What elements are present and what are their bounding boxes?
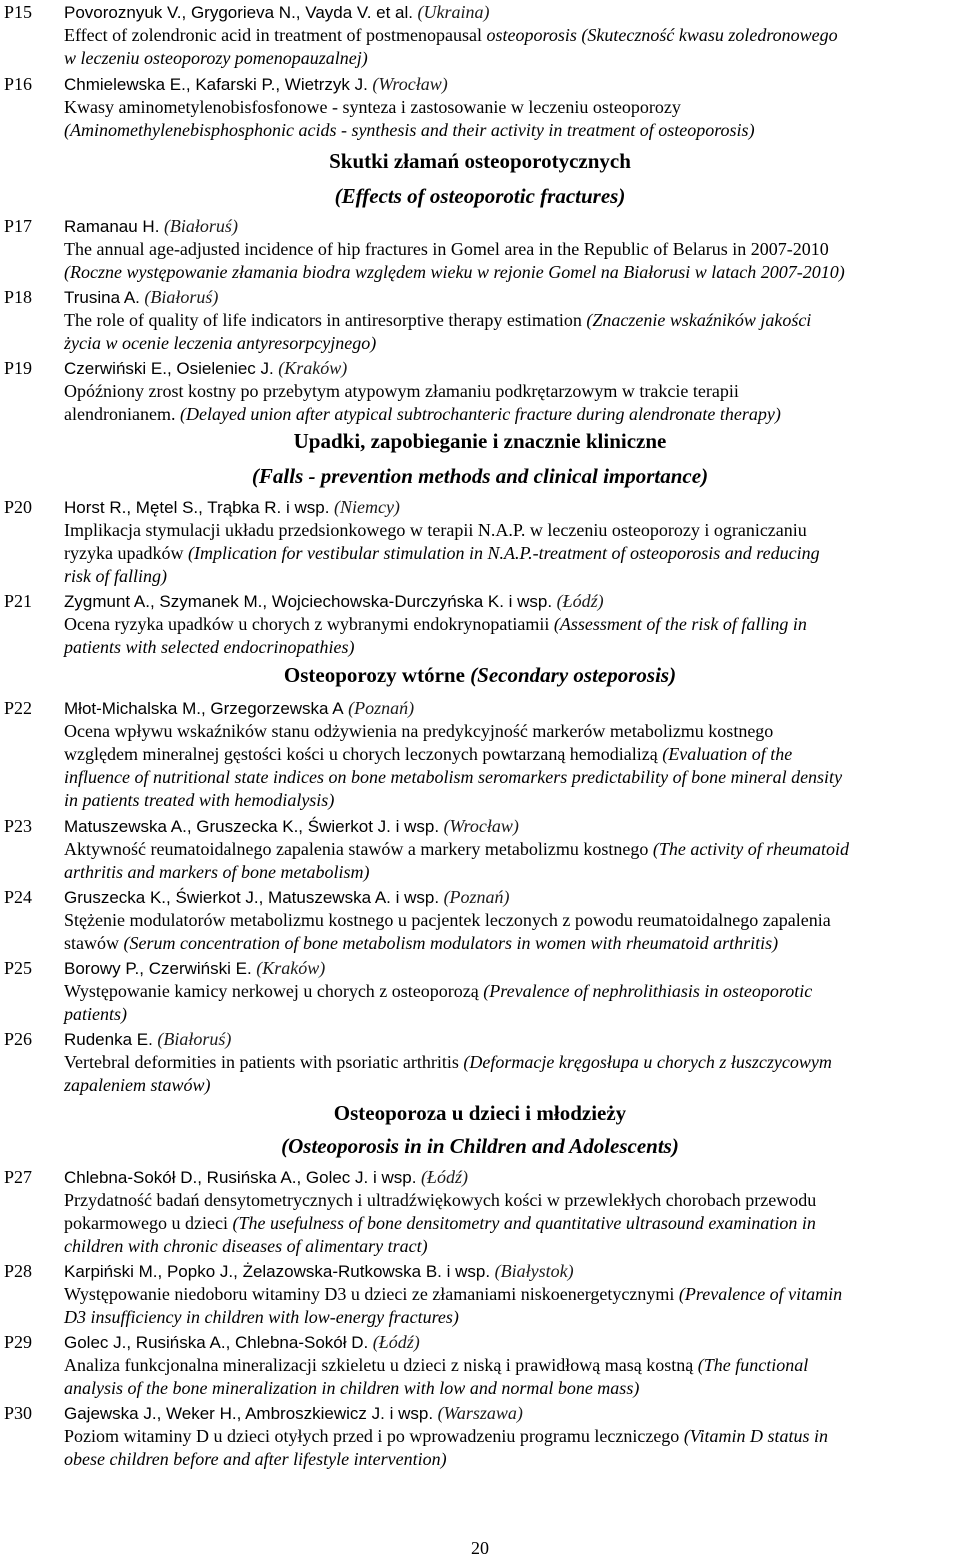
entry-translation: patients) bbox=[64, 1004, 127, 1024]
entry-title-italic: (Prevalence of vitamin bbox=[678, 1284, 843, 1304]
entry-translation: obese children before and after lifestyle intervention) bbox=[64, 1449, 447, 1469]
entry-translation: analysis of the bone mineralization in children with low and normal bone mass) bbox=[64, 1378, 640, 1398]
entry-code: P20 bbox=[4, 497, 33, 517]
entry-translation: (Aminomethylenebisphosphonic acids - synthesis and their activity in treatment of osteoporosis) bbox=[64, 120, 755, 140]
section-heading-falls: Upadki, zapobieganie i znacznie kliniczne bbox=[293, 429, 667, 453]
entry-affiliation: (Białystok) bbox=[494, 1261, 574, 1281]
entry-affiliation: (Wrocław) bbox=[372, 74, 448, 94]
entry-affiliation: (Poznań) bbox=[348, 698, 415, 718]
entry-affiliation: (Wrocław) bbox=[443, 816, 519, 836]
entry-affiliation: (Białoruś) bbox=[157, 1029, 232, 1049]
entry-translation: (Implication for vestibular stimulation in N.A.P.-treatment of osteoporosis and reducing bbox=[187, 543, 820, 563]
entry-translation-cont: influence of nutritional state indices on bone metabolism seromarkers predictability of bone mineral density bbox=[64, 767, 843, 787]
entry-title: Występowanie kamicy nerkowej u chorych z osteoporozą bbox=[64, 981, 479, 1001]
section-heading-fractures: Skutki złamań osteoporotycznych bbox=[329, 149, 631, 173]
entry-title: Przydatność badań densytometrycznych i ultradźwiękowych kości w przewlekłych chorobach przewodu bbox=[64, 1190, 817, 1210]
entry-translation: arthritis and markers of bone metabolism) bbox=[64, 862, 370, 882]
entry-title-cont: ryzyka upadków bbox=[64, 543, 184, 563]
entry-title-italic: (The activity of rheumatoid bbox=[652, 839, 849, 859]
section-heading-children: Osteoporoza u dzieci i młodzieży bbox=[333, 1101, 627, 1125]
entry-translation: (Delayed union after atypical subtrochanteric fracture during alendronate therapy) bbox=[179, 404, 781, 424]
section-heading-secondary-en: (Secondary osteporosis) bbox=[470, 663, 677, 687]
entry-authors: Povoroznyuk V., Grygorieva N., Vayda V. et al. bbox=[64, 3, 413, 22]
entry-affiliation: (Poznań) bbox=[443, 887, 510, 907]
entry-affiliation: (Białoruś) bbox=[144, 287, 219, 307]
section-heading-secondary bbox=[0, 660, 960, 690]
section-heading-children-en: (Osteoporosis in in Children and Adolescents) bbox=[281, 1134, 679, 1158]
page-number: 20 bbox=[471, 1538, 489, 1558]
entry-translation-cont: children with chronic diseases of alimentary tract) bbox=[64, 1236, 428, 1256]
entry-code: P18 bbox=[4, 287, 33, 307]
entry-authors: Borowy P., Czerwiński E. bbox=[64, 959, 252, 978]
entry-title-italic: (Znaczenie wskaźników jakości bbox=[586, 310, 812, 330]
entry-title: Implikacja stymulacji układu przedsionkowego w terapii N.A.P. w leczeniu osteoporozy i ograniczaniu bbox=[64, 520, 807, 540]
entry-affiliation: (Ukraina) bbox=[417, 2, 490, 22]
entry-translation-end: in patients treated with hemodialysis) bbox=[64, 790, 335, 810]
entry-title-italic: (Assessment of the risk of falling in bbox=[553, 614, 807, 634]
entry-translation: w leczeniu osteoporozy pomenopauzalnej) bbox=[64, 48, 368, 68]
entry-affiliation: (Łódź) bbox=[420, 1167, 468, 1187]
entry-affiliation: (Białoruś) bbox=[163, 216, 238, 236]
section-heading-secondary-pl: Osteoporozy wtórne bbox=[283, 663, 465, 687]
entry-code: P24 bbox=[4, 887, 33, 907]
entry-translation: (Roczne występowanie złamania biodra względem wieku w rejonie Gomel na Białorusi w latach 2007-2010) bbox=[64, 262, 845, 282]
entry-title: Analiza funkcjonalna mineralizacji szkieletu u dzieci z niską i prawidłową masą kostną bbox=[64, 1355, 694, 1375]
entry-affiliation: (Kraków) bbox=[256, 958, 326, 978]
entry-title-italic: (Deformacje kręgosłupa u chorych z łuszczycowym bbox=[463, 1052, 832, 1072]
entry-title: Aktywność reumatoidalnego zapalenia stawów a markery metabolizmu kostnego bbox=[64, 839, 649, 859]
section-heading-falls-en: (Falls - prevention methods and clinical importance) bbox=[251, 464, 709, 488]
entry-title: The annual age-adjusted incidence of hip fractures in Gomel area in the Republic of Belarus in 2007-2010 bbox=[64, 239, 829, 259]
entry-title-cont: pokarmowego u dzieci bbox=[64, 1213, 228, 1233]
entry-title: Vertebral deformities in patients with psoriatic arthritis bbox=[64, 1052, 459, 1072]
entry-title: Ocena wpływu wskaźników stanu odżywienia na predykcyjność markerów metabolizmu kostnego bbox=[64, 721, 774, 741]
entry-translation: (Evaluation of the bbox=[662, 744, 793, 764]
entry-code: P28 bbox=[4, 1261, 33, 1281]
entry-title-italic: (Vitamin D status in bbox=[683, 1426, 828, 1446]
entry-authors: Zygmunt A., Szymanek M., Wojciechowska-Durczyńska K. i wsp. bbox=[64, 592, 553, 611]
entry-code: P21 bbox=[4, 591, 33, 611]
entry-title: Kwasy aminometylenobisfosfonowe - synteza i zastosowanie w leczeniu osteoporozy bbox=[64, 97, 681, 117]
entry-translation-cont: risk of falling) bbox=[64, 566, 167, 586]
entry-authors: Ramanau H. bbox=[64, 217, 160, 236]
entry-authors: Gajewska J., Weker H., Ambroszkiewicz J. i wsp. bbox=[64, 1404, 434, 1423]
entry-authors: Gruszecka K., Świerkot J., Matuszewska A. i wsp. bbox=[64, 888, 440, 907]
entry-code: P16 bbox=[4, 74, 33, 94]
entry-authors: Matuszewska A., Gruszecka K., Świerkot J. i wsp. bbox=[64, 817, 440, 836]
entry-title-cont: alendronianem. bbox=[64, 404, 176, 424]
entry-title: Stężenie modulatorów metabolizmu kostnego u pacjentek leczonych z powodu reumatoidalnego zapalenia bbox=[64, 910, 831, 930]
entry-authors: Chmielewska E., Kafarski P., Wietrzyk J. bbox=[64, 75, 368, 94]
entry-authors: Chlebna-Sokół D., Rusińska A., Golec J. i wsp. bbox=[64, 1168, 417, 1187]
entry-translation: D3 insufficiency in children with low-energy fractures) bbox=[64, 1307, 459, 1327]
entry-authors: Młot-Michalska M., Grzegorzewska A bbox=[64, 699, 344, 718]
entry-title: Opóźniony zrost kostny po przebytym atypowym złamaniu podkrętarzowym w trakcie terapii bbox=[64, 381, 739, 401]
entry-authors: Horst R., Mętel S., Trąbka R. i wsp. bbox=[64, 498, 330, 517]
entry-affiliation: (Łódź) bbox=[556, 591, 604, 611]
entry-authors: Rudenka E. bbox=[64, 1030, 153, 1049]
entry-code: P26 bbox=[4, 1029, 33, 1049]
entry-authors: Czerwiński E., Osieleniec J. bbox=[64, 359, 274, 378]
entry-title: Występowanie niedoboru witaminy D3 u dzieci ze złamaniami niskoenergetycznymi bbox=[64, 1284, 675, 1304]
entry-authors: Golec J., Rusińska A., Chlebna-Sokół D. bbox=[64, 1333, 369, 1352]
entry-code: P23 bbox=[4, 816, 33, 836]
entry-title-italic: osteoporosis (Skuteczność kwasu zoledronowego bbox=[486, 25, 838, 45]
entry-translation: (Serum concentration of bone metabolism modulators in women with rheumatoid arthritis) bbox=[123, 933, 779, 953]
entry-title: Effect of zolendronic acid in treatment of postmenopausal bbox=[64, 25, 483, 45]
entry-code: P27 bbox=[4, 1167, 33, 1187]
entry-title-cont: względem mineralnej gęstości kości u chorych leczonych powtarzaną hemodializą bbox=[64, 744, 658, 764]
entry-authors: Trusina A. bbox=[64, 288, 140, 307]
section-heading-fractures-en: (Effects of osteoporotic fractures) bbox=[334, 184, 626, 208]
entry-title: The role of quality of life indicators in antiresorptive therapy estimation bbox=[64, 310, 582, 330]
entry-title-cont: stawów bbox=[64, 933, 119, 953]
entry-translation: patients with selected endocrinopathies) bbox=[64, 637, 355, 657]
entry-code: P19 bbox=[4, 358, 33, 378]
entry-affiliation: (Niemcy) bbox=[333, 497, 400, 517]
entry-affiliation: (Warszawa) bbox=[437, 1403, 523, 1423]
entry-title-italic: (The functional bbox=[697, 1355, 809, 1375]
entry-translation: zapaleniem stawów) bbox=[64, 1075, 211, 1095]
entry-translation: życia w ocenie leczenia antyresorpcyjnego) bbox=[64, 333, 377, 353]
entry-code: P17 bbox=[4, 216, 33, 236]
entry-translation: (The usefulness of bone densitometry and quantitative ultrasound examination in bbox=[232, 1213, 816, 1233]
entry-code: P25 bbox=[4, 958, 33, 978]
entry-code: P30 bbox=[4, 1403, 33, 1423]
entry-affiliation: (Kraków) bbox=[278, 358, 348, 378]
entry-title: Ocena ryzyka upadków u chorych z wybranymi endokrynopatiamii bbox=[64, 614, 550, 634]
entry-title-italic: (Prevalence of nephrolithiasis in osteoporotic bbox=[483, 981, 813, 1001]
entry-code: P22 bbox=[4, 698, 33, 718]
entry-authors: Karpiński M., Popko J., Żelazowska-Rutkowska B. i wsp. bbox=[64, 1262, 491, 1281]
entry-code: P29 bbox=[4, 1332, 33, 1352]
entry-title: Poziom witaminy D u dzieci otyłych przed i po wprowadzeniu programu leczniczego bbox=[64, 1426, 680, 1446]
entry-code: P15 bbox=[4, 2, 33, 22]
entry-affiliation: (Łódź) bbox=[372, 1332, 420, 1352]
